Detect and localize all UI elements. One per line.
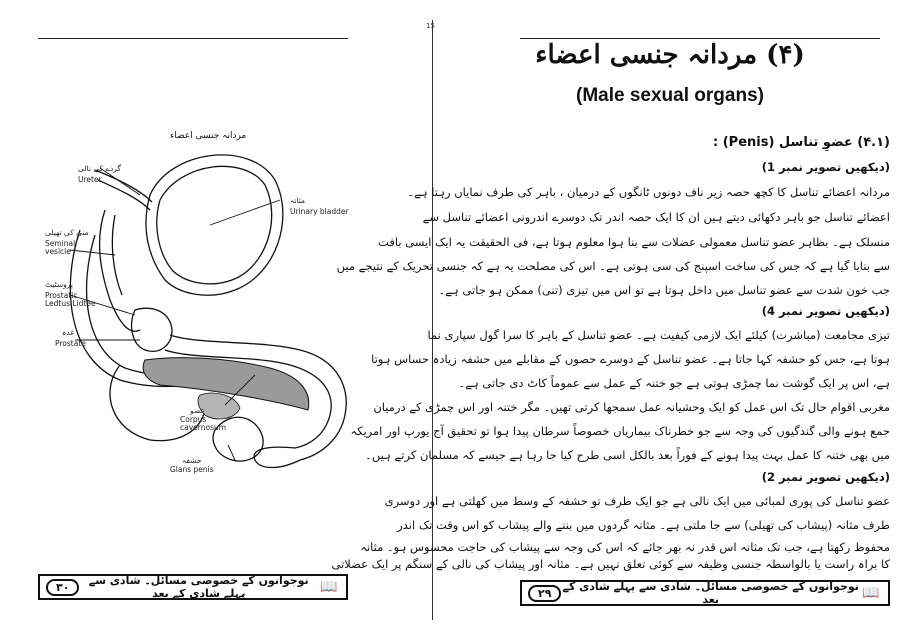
left-footer	[38, 574, 348, 600]
para1-line1: مردانہ اعضائے تناسل کا کچھ حصہ زیر ناف دونوں ٹانگوں کے درمیان ، باہر کی طرف نمایاں رہتا ہے۔	[407, 185, 890, 199]
glans-label-ur: حشفہ	[182, 456, 202, 465]
para4-line3: محفوظ رکھتا ہے، جب تک مثانہ اس قدر نہ بھر جائے کہ اس کی وجہ سے پیشاب کی حاجت محسوس ہو۔ مثانہ	[360, 540, 890, 554]
para1-line5: جب خون شدت سے عضو تناسل میں داخل ہوتا ہے تو اس میں تیزی (تنی) ممکن ہو جاتی ہے۔	[438, 283, 890, 297]
prostatic-label-ur: پروسٹیٹ	[45, 280, 74, 289]
para3-line1: مغربی اقوام حال تک اس عمل کو ایک وحشیانہ عمل سمجھا کرتی تھیں۔ مگر ختنہ اور اس چمڑی کے درمیان	[373, 400, 890, 414]
glans-label-en: Glans penis	[170, 465, 214, 474]
para2-line2: ہوتا ہے، جس کو حشفہ کہا جاتا ہے۔ عضو تناسل کے دوسرے حصوں کے مقابلے میں حشفہ زیادہ حساس ہوتا	[371, 352, 890, 366]
para1-line3: منسلک ہے۔ بظاہر عضو تناسل معمولی عضلات سے بنا ہوا معلوم ہوتا ہے، فی الحقیقت یہ ایک ایسی بافت	[378, 235, 890, 249]
para3-line3: میں بھی ختنہ کا عمل بہت پیدا ہونے کے فوراً بعد بالکل اسی طرح کیا جا رہا ہے جیسے کہ مسلمان کرتے ہیں۔	[365, 448, 890, 462]
ureter-label-ur: گردے کی نالی	[78, 164, 121, 173]
right-page-number: ٢٩	[528, 585, 561, 602]
chapter-title-english: (Male sexual organs)	[576, 85, 764, 106]
para4-line4: کا براہ راست یا بالواسطہ جنسی وظیفہ سے کوئی تعلق نہیں ہے۔ مثانہ اور پیشاب کی نالی کے سنگم پر ایک عضلاتی	[331, 557, 890, 571]
center-page-number: 15	[426, 22, 435, 30]
left-footer-text: نوجوانوں کے خصوصی مسائل۔ شادی سے پہلے شادی کے بعد	[88, 574, 309, 600]
right-footer-text: نوجوانوں کے خصوصی مسائل۔ شادی سے پہلے شادی کے بعد	[562, 580, 859, 606]
section-heading: (۴.۱) عضوِ تناسل (Penis) :	[713, 135, 890, 150]
prostate-label-ur: غدہ	[62, 328, 75, 337]
book-icon: 📖	[862, 585, 880, 601]
prostate-label-en: Prostate	[55, 339, 86, 348]
top-rule	[38, 38, 348, 39]
corpus-label-en: Corpus cavernosum	[180, 415, 227, 433]
para2-line1: تیزی مجامعت (مباشرت) کیلئے ایک لازمی کیفیت ہے۔ عضو تناسل کے باہر کا سرا گول سپاری نما	[427, 328, 890, 342]
chapter-title-urdu: (۴) مردانہ جنسی اعضاء	[535, 40, 805, 70]
figure-ref-1: (دیکھیں تصویر نمبر 1)	[761, 160, 890, 174]
figure-ref-2: (دیکھیں تصویر نمبر 2)	[761, 470, 890, 484]
right-footer	[520, 580, 890, 606]
para2-line3: ہے، اس پر ایک گوشت نما چمڑی ہوتی ہے جو ختنہ کے عمل سے عموماً کاٹ دی جاتی ہے۔	[458, 376, 890, 390]
para3-line2: جمع ہونے والی گندگیوں کی وجہ سے جو خطرناک بیماریاں خصوصاً سرطان پیدا ہوا تو تحقیق آج یورپ اور امریکہ	[350, 424, 890, 438]
bladder-label-en: Urinary bladder	[290, 207, 349, 216]
para1-line2: اعضائے تناسل جو باہر دکھائی دیتے ہیں ان کا ایک حصہ اندر تک دوسرے اندرونی اعضائے تناسل سے	[422, 210, 890, 224]
bladder-outline	[146, 155, 283, 295]
para4-line1: عضو تناسل کی پوری لمبائی میں ایک نالی ہے جو ایک طرف تو حشفہ کے وسط میں کھلتی ہے اور دوسری	[384, 494, 890, 508]
seminal-label-en: Seminal vesicle	[45, 239, 76, 257]
figure-ref-4: (دیکھیں تصویر نمبر 4)	[761, 304, 890, 318]
prostatic-label-en: Prostatic Ledtus Lidtee	[45, 291, 96, 309]
top-rule	[520, 38, 880, 39]
seminal-label-ur: منی کی تھیلی	[45, 228, 89, 237]
para1-line4: سے بنایا گیا ہے کہ جس کی ساخت اسپنج کی سی ہوتی ہے۔ اس کی مصلحت یہ ہے کہ جنسی تحریک کے نتیجے میں	[336, 259, 890, 273]
ureter-label-en: Ureter	[78, 175, 102, 184]
bladder-label-ur: مثانہ	[290, 196, 306, 205]
figure-title: مردانہ جنسی اعضاء	[170, 131, 247, 141]
book-icon: 📖	[320, 579, 338, 595]
left-page-number: ٣٠	[46, 579, 79, 596]
corpus-label-ur: عضو	[190, 406, 205, 415]
para4-line2: طرف مثانہ (پیشاب کی تھیلی) سے جا ملتی ہے۔ مثانہ گردوں میں بننے والے پیشاب کو اس وقت تک اندر	[397, 518, 890, 532]
